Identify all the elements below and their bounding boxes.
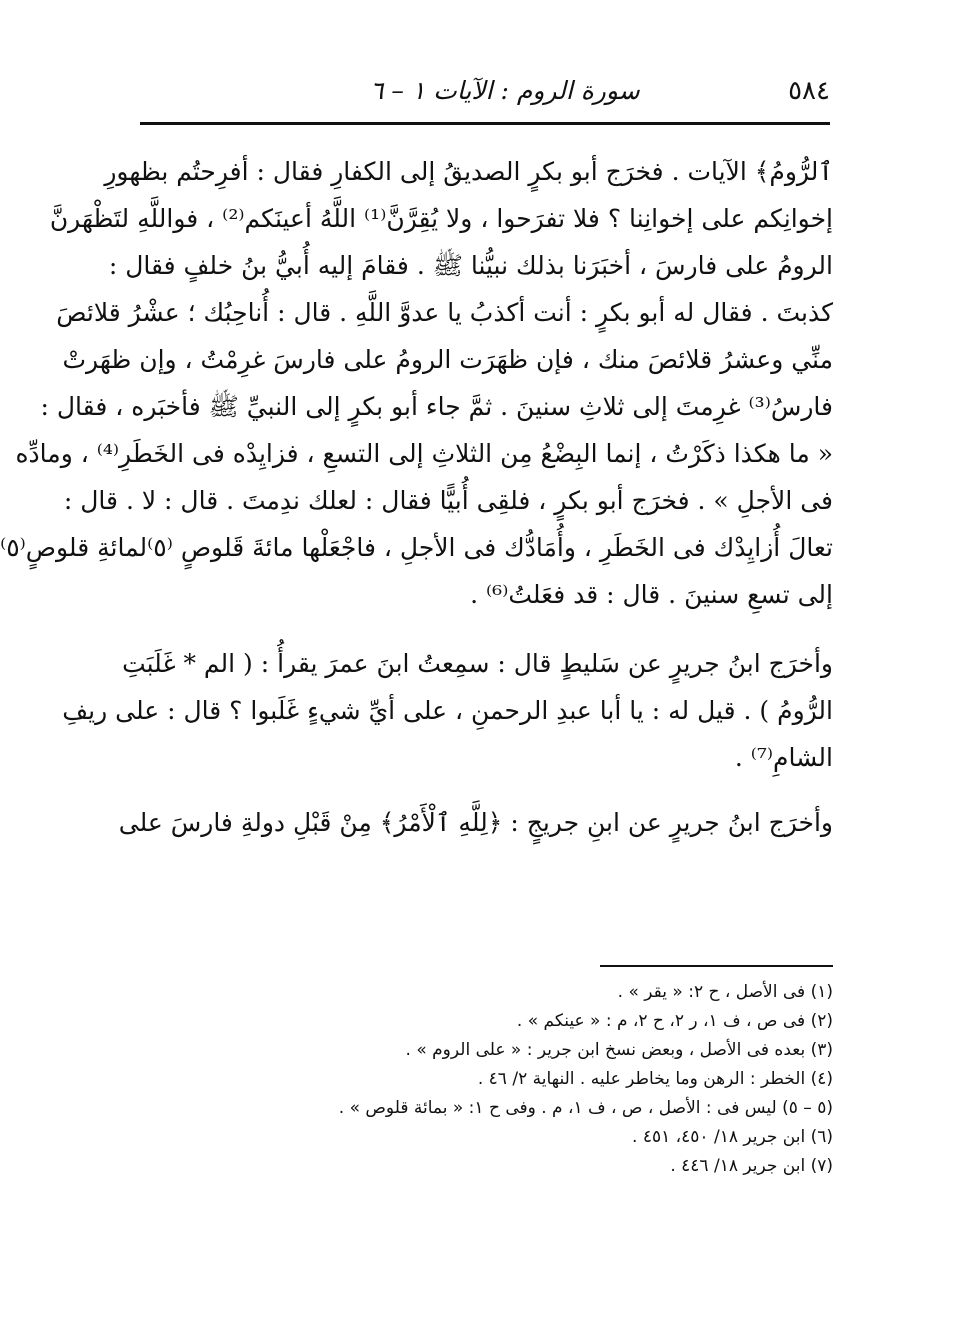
- page-number: ٥٨٤: [788, 76, 830, 106]
- footnote: (١) فى الأصل ، ح ٢: « يقر » .: [617, 982, 833, 1002]
- main-text: [0, 148, 833, 846]
- text-line: إخوانِكم على إخوانِنا ؟ فلا تفرَحوا ، ولا يُقِرَّنَّ⁽¹⁾ اللَّهُ أعينَكم⁽²⁾ ، فواللَّهِ لتَظْهَرنَّ: [49, 204, 833, 233]
- paragraph-3: [118, 799, 833, 846]
- paragraph-gap: [137, 781, 833, 799]
- footnote: (٧) ابن جرير ١٨/ ٤٤٦ .: [670, 1156, 833, 1176]
- paragraph-2: [62, 640, 833, 781]
- footnote: (٥ – ٥) ليس فى : الأصل ، ص ، ف ١، م . وفى ح ١: « بمائة قلوص » .: [338, 1098, 833, 1118]
- footnote: (٦) ابن جرير ١٨/ ٤٥٠، ٤٥١ .: [632, 1127, 833, 1147]
- footnote: (٣) بعده فى الأصل ، وبعض نسخ ابن جرير : « على الروم » .: [405, 1040, 833, 1060]
- text-line: الرومُ على فارسَ ، أخبَرَنا بذلك نبيُّنا ﷺ . فقامَ إليه أُبيُّ بنُ خلفٍ فقال :: [108, 251, 833, 280]
- text-line: وأخرَج ابنُ جريرٍ عن ابنِ جريجٍ : ﴿لِلَّهِ ٱلْأَمْرُ﴾ مِنْ قَبْلِ دولةِ فارسَ على: [118, 808, 833, 837]
- footnotes: [137, 978, 833, 1181]
- footnote: (٤) الخطر : الرهن وما يخاطر عليه . النهاية ٢/ ٤٦ .: [477, 1069, 833, 1089]
- text-line: منِّي وعشرُ قلائصَ منك ، فإن ظهَرَت الرومُ على فارسَ غرِمْتُ ، وإن ظهَرتْ: [62, 345, 833, 374]
- header-rule: [140, 122, 830, 125]
- text-line: تعالَ أُزايِدْك فى الخَطَرِ ، وأُمَادُّك فى الأجلِ ، فاجْعَلْها مائةَ قَلوصٍ ⁽٥⁾لمائةِ قلوصٍ⁽٥⁾: [0, 533, 833, 562]
- running-title: سورة الروم : الآيات ١ – ٦: [370, 76, 640, 105]
- text-line: الشامِ⁽⁷⁾ .: [734, 743, 833, 772]
- text-line: إلى تسعِ سنينَ . قال : قد فعَلتُ⁽⁶⁾ .: [470, 580, 833, 609]
- text-line: ٱلرُّومُ﴾ الآيات . فخرَج أبو بكرٍ الصديقُ إلى الكفارِ فقال : أفرِحتُم بظهورِ: [104, 157, 833, 186]
- text-line: فارسُ⁽³⁾ غرِمتَ إلى ثلاثِ سنينَ . ثمَّ جاء أبو بكرٍ إلى النبيِّ ﷺ فأخبَره ، فقال :: [40, 392, 833, 421]
- text-line: الرُّومُ ) . قيل له : يا أبا عبدِ الرحمنِ ، على أيِّ شيءٍ غَلَبوا ؟ قال : على ريفِ: [62, 696, 833, 725]
- footnote-rule: [600, 965, 833, 967]
- text-line: فى الأجلِ » . فخرَج أبو بكرٍ ، فلقِى أُبيًّا فقال : لعلك ندِمتَ . قال : لا . قال :: [63, 486, 833, 515]
- page-header: [140, 76, 830, 116]
- text-line: وأخرَج ابنُ جريرٍ عن سَليطٍ قال : سمِعتُ ابنَ عمرَ يقرأُ : ( الم * غَلَبَتِ: [122, 649, 833, 678]
- paragraph-1: [0, 148, 833, 618]
- footnote: (٢) فى ص ، ف ١، ر ٢، ح ٢، م : « عينكم » .: [516, 1011, 833, 1031]
- text-line: « ما هكذا ذكَرْتُ ، إنما البِضْعُ مِن الثلاثِ إلى التسعِ ، فزايِدْه فى الخَطَرِ⁽⁴⁾ ، ومادِّه: [15, 439, 833, 468]
- text-line: كذبتَ . فقال له أبو بكرٍ : أنت أكذبُ يا عدوَّ اللَّهِ . قال : أُناحِبُك ؛ عشْرُ قلائصَ: [56, 298, 833, 327]
- paragraph-gap: [137, 618, 833, 640]
